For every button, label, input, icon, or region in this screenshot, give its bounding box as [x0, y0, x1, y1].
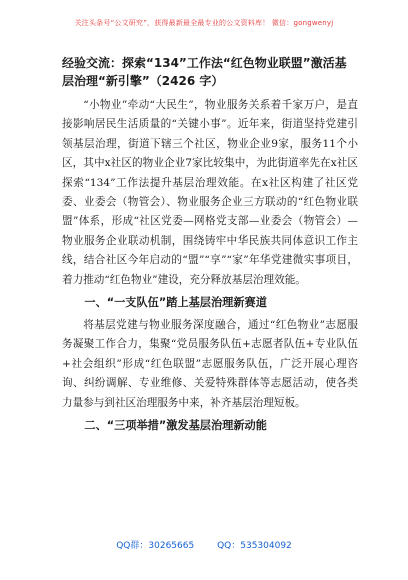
footer-qq: QQ：535304092	[217, 541, 292, 551]
footer-contact	[0, 538, 408, 551]
promo-banner: 关注头条号“公文研究”，获得最新最全最专业的公文资料库！ 微信：gongwenyj	[74, 19, 334, 27]
section-1-paragraph: 将基层党建与物业服务深度融合，通过“红色物业”志愿服务凝聚工作合力，集聚“党员服务队伍+志愿者队伍+专业队伍+社会组织”形成“红色联盟”志愿服务队伍，广泛开展心理咨询、纠纷调解、专业维修、关爱特殊群体等志愿活动，使各类力量参与到社区治理服务中来，补齐基层治理短板。	[62, 319, 358, 409]
document-body	[62, 54, 358, 439]
document-title: 经验交流：探索“134”工作法“红色物业联盟”激活基层治理“新引擎”（2426 字）	[62, 56, 347, 88]
intro-paragraph: “小物业”牵动“大民生”，物业服务关系着千家万户，是直接影响居民生活质量的“关键小事”。近年来，街道坚持党建引领基层治理，街道下辖三个社区，物业企业9家，服务11个小区，其中x社区的物业企业7家比较集中，为此街道率先在x社区探索“134”工作法提升基层治理效能。在x社区构建了社区党委、业委会（物管会）、物业服务企业三方联动的“红色物业联盟”体系，形成“社区党委—网格党支部—业委会（物管会）—物业服务企业联动机制，围绕铸牢中华民族共同体意识工作主线，结合社区今年启动的“盟”“享”“家”年华党建微实事项目，着力推动“红色物业”建设，充分释放基层治理效能。	[62, 99, 358, 286]
section-heading-2: 二、“三项举措”激发基层治理新动能	[84, 419, 267, 433]
section-heading-1: 一、“一支队伍”踏上基层治理新赛道	[84, 296, 267, 310]
footer-qq-group: QQ群：30265665	[116, 541, 195, 551]
